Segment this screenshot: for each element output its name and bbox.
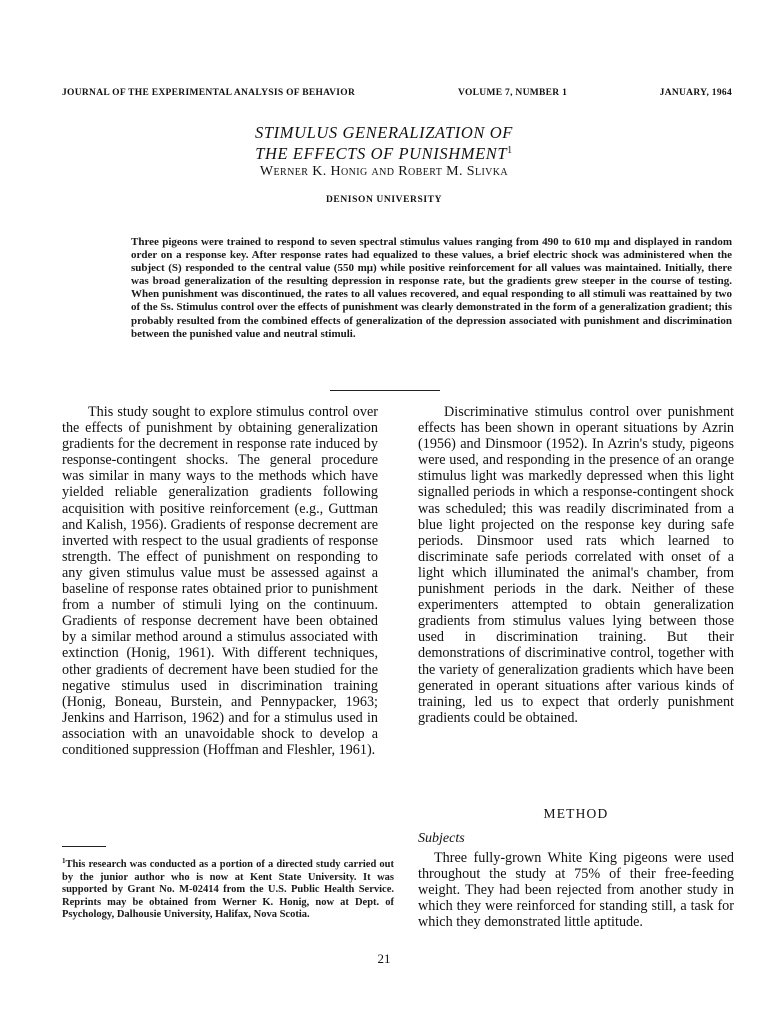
authors: Werner K. Honig and Robert M. Slivka (259, 164, 509, 179)
issue-date: JANUARY, 1964 (659, 88, 732, 98)
journal-name: JOURNAL OF THE EXPERIMENTAL ANALYSIS OF BEHAVIOR (62, 88, 356, 98)
discrimination-paragraph: Discriminative stimulus control over punishment effects has been shown in operant situations by Azrin (1956) and Dinsmoor (1952). In Azrin's study, pigeons were used, and responding in the presence of an orange stimulus light was markedly depressed when this light signalled periods in which a response-contingent shock was scheduled; this was readily discriminated from a blue light projected on the response key during safe periods. Dinsmoor used rats which learned to discriminate safe periods correlated with onset of a light which illuminated the animal's chamber, from punishment periods in the dark. Neither of these experimenters attempted to obtain generalization gradients from stimulus values lying between those used in discrimination training. But their demonstrations of discriminative control, together with the variety of generalization gradients which have been generated in operant situations after various kinds of training, led us to expect that orderly punishment gradients could be obtained. (418, 404, 734, 726)
right-column (418, 404, 734, 726)
page-number: 21 (377, 951, 391, 966)
subjects-heading: Subjects (418, 831, 465, 846)
title-footnote-mark: 1 (507, 145, 513, 156)
title-line-1: STIMULUS GENERALIZATION OF (255, 123, 513, 142)
abstract: Three pigeons were trained to respond to seven spectral stimulus values ranging from 490 to 610 mμ and displayed in random order on a response key. After response rates had equalized to these values, a brief electric shock was administered when the subject (S) responded to the central value (550 mμ) while positive reinforcement for all values was maintained. Initially, there was broad generalization of the resulting depression in response rate, but the gradients grew steeper in the course of testing. When punishment was discontinued, the rates to all values recovered, and equal responding to all stimuli was reattained by two of the Ss. Stimulus control over the effects of punishment was clearly demonstrated in the form of a generalization gradient; this probably resulted from the combined effects of generalization of the depression associated with punishment and discrimination between the punished value and neutral stimuli. (131, 236, 732, 340)
footnote (62, 855, 394, 922)
footnote-mark: 1 (62, 857, 66, 865)
method-heading: METHOD (543, 806, 609, 821)
title-line-2 (0, 142, 768, 163)
footnote-divider (62, 846, 106, 847)
left-column (62, 404, 378, 758)
section-divider (330, 390, 440, 391)
volume-number: VOLUME 7, NUMBER 1 (458, 88, 568, 98)
subjects-section (418, 850, 734, 930)
title-line-2-text: THE EFFECTS OF PUNISHMENT (255, 144, 508, 163)
affiliation: DENISON UNIVERSITY (325, 195, 443, 205)
footnote-text: This research was conducted as a portion of a directed study carried out by the junior author who is now at Kent State University. It was supported by Grant No. M-02414 from the U.S. Public Health Service. Reprints may be obtained from Werner K. Honig, now at Dept. of Psychology, Dalhousie University, Halifax, Nova Scotia. (62, 859, 394, 921)
subjects-paragraph: Three fully-grown White King pigeons were used throughout the study at 75% of their free-feeding weight. They had been rejected from another study in which they were reinforced for standing still, a task for which they demonstrated little aptitude. (418, 850, 734, 931)
intro-paragraph: This study sought to explore stimulus control over the effects of punishment by obtaining generalization gradients for the decrement in response rate induced by response-contingent shocks. The general procedure was similar in many ways to the methods which have yielded reliable generalization gradients following acquisition with positive reinforcement (e.g., Guttman and Kalish, 1956). Gradients of response decrement are inverted with respect to the usual gradients of response strength. The effect of punishment on responding to any given stimulus value must be assessed against a baseline of response rates obtained prior to punishment from a number of stimuli lying on the continuum. Gradients of response decrement have been obtained by a similar method around a stimulus associated with extinction (Honig, 1961). With different techniques, other gradients of decrement have been studied for the negative stimulus used in discrimination training (Honig, Boneau, Burstein, and Pennypacker, 1963; Jenkins and Harrison, 1962) and for a stimulus used in association with an unavoidable shock to develop a conditioned suppression (Hoffman and Fleshler, 1961). (62, 404, 378, 758)
paper-title (0, 124, 768, 163)
